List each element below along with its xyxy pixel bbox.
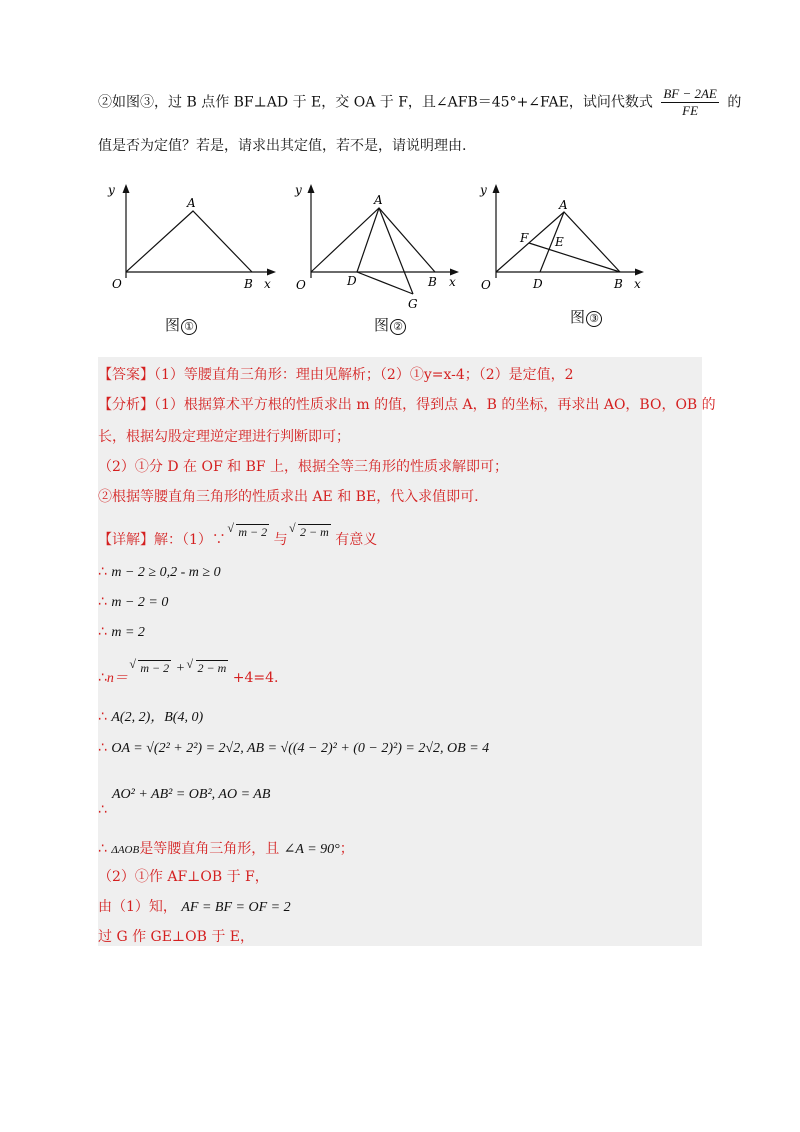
detail-line-11-pre: 由（1）知， [98, 899, 177, 915]
figure-1 [98, 178, 288, 298]
fig1-label-O: O [112, 277, 122, 291]
analysis-line-4: ②根据等腰直角三角形的性质求出 AE 和 BE，代入求值即可. [98, 489, 479, 505]
angle-a: ∠A = 90° [283, 842, 340, 857]
fig1-label-x: x [264, 277, 271, 291]
n-value: +4=4. [232, 670, 279, 686]
question-line-1 [98, 86, 741, 119]
sqrt-2-minus-m: √ 2 − m [298, 524, 331, 540]
detail-line-2 [98, 564, 221, 581]
fig1-label-B: B [244, 277, 253, 291]
fig2-caption-number: ② [390, 319, 406, 335]
figure-1-caption [165, 314, 197, 335]
detail-line-9 [98, 838, 354, 858]
fig3-label-A: A [559, 198, 568, 212]
fraction-denominator: FE [682, 103, 699, 118]
figure-2 [293, 178, 473, 313]
question-line-2: 值是否为定值？若是，请求出其定值，若不是，请说明理由. [98, 138, 467, 154]
detail-line-7 [98, 740, 489, 757]
detail-line-8b [98, 802, 107, 818]
fig1-caption-text: 图 [165, 316, 181, 334]
fig2-label-A: A [374, 193, 383, 207]
fig3-label-F: F [520, 231, 529, 245]
coordinates: A(2, 2)，B(4, 0) [111, 710, 204, 725]
answer-line: 【答案】（1）等腰直角三角形：理由见解析；（2）①y=x-4；（2）是定值，2 [98, 367, 574, 383]
pythagoras-equation: AO² + AB² = OB², AO = AB [112, 787, 271, 802]
equation-m-minus-2: m − 2 = 0 [111, 595, 169, 610]
therefore-symbol: ∴ [98, 709, 107, 725]
question-text-pre: ②如图③，过 B 点作 BF⊥AD 于 E，交 OA 于 F，且∠AFB＝45°+∠FAE，试问代数式 [98, 94, 653, 111]
fig3-label-D: D [533, 277, 543, 291]
detail-line-1-mid: 与 [273, 532, 288, 548]
detail-line-11 [98, 896, 291, 916]
detail-line-3 [98, 594, 168, 611]
fraction-numerator: BF − 2AE [663, 86, 717, 101]
fig1-caption-number: ① [181, 319, 197, 335]
analysis-line-2: 长，根据勾股定理逆定理进行判断即可； [98, 429, 350, 445]
equation-m: m = 2 [111, 625, 145, 640]
therefore-symbol: ∴ [98, 670, 107, 686]
fig3-caption-number: ③ [586, 311, 602, 327]
therefore-symbol: ∴ [98, 740, 107, 756]
fig3-label-B: B [614, 277, 623, 291]
lengths-equation: OA = √(2² + 2²) = 2√2, AB = √((4 − 2)² + (0 − 2)²) = 2√2, OB = 4 [111, 741, 490, 756]
sqrt-2-minus-m: √ 2 − m [196, 660, 229, 676]
detail-line-9-mid: 是等腰直角三角形，且 [139, 841, 280, 857]
detail-line-1-post: 有意义 [335, 532, 378, 548]
analysis-line-1: 【分析】（1）根据算术平方根的性质求出 m 的值，得到点 A，B 的坐标，再求出 AO，BO，OB 的 [98, 397, 716, 413]
detail-line-1 [98, 524, 377, 549]
sqrt-m-minus-2: √ m − 2 [138, 660, 171, 676]
detail-line-10: （2）①作 AF⊥OB 于 F， [98, 869, 269, 885]
figure-2-caption [374, 314, 406, 335]
af-bf-of: AF = BF = OF = 2 [181, 900, 291, 915]
detail-line-9-end: ； [339, 841, 354, 857]
figure-3 [478, 178, 658, 303]
triangle-aob: ΔAOB [111, 844, 140, 856]
therefore-symbol: ∴ [98, 802, 107, 818]
question-text-post: 的 [727, 94, 742, 111]
detail-line-5 [98, 660, 278, 687]
fig2-label-O: O [296, 278, 306, 292]
therefore-symbol: ∴ [98, 624, 107, 640]
therefore-symbol: ∴ [98, 564, 107, 580]
therefore-symbol: ∴ [98, 841, 107, 857]
n-equals: n＝ [106, 671, 128, 686]
therefore-symbol: ∴ [98, 594, 107, 610]
fig1-label-A: A [187, 196, 196, 210]
detail-line-12: 过 G 作 GE⊥OB 于 E， [98, 929, 254, 945]
fig3-label-O: O [481, 278, 491, 292]
fig3-label-x: x [634, 277, 641, 291]
sqrt-m-minus-2: √ m − 2 [236, 524, 269, 540]
fraction [661, 86, 719, 119]
fig2-caption-text: 图 [374, 316, 390, 334]
fig2-label-D: D [347, 274, 357, 288]
fig1-label-y: y [108, 183, 115, 197]
fig3-label-E: E [555, 235, 564, 249]
fig2-label-x: x [449, 275, 456, 289]
analysis-line-3: （2）①分 D 在 OF 和 BF 上，根据全等三角形的性质求解即可； [98, 459, 509, 475]
plus-sign: + [175, 661, 186, 676]
figure-3-caption [570, 306, 602, 327]
fig3-caption-text: 图 [570, 308, 586, 326]
detail-line-4 [98, 624, 145, 641]
fig2-label-B: B [428, 275, 437, 289]
fig2-label-y: y [295, 183, 302, 197]
fig3-label-y: y [480, 183, 487, 197]
detail-line-6 [98, 706, 203, 726]
fig2-label-G: G [408, 297, 418, 311]
detail-line-1-pre: 【详解】解：（1）∵ [98, 532, 226, 548]
inequality: m − 2 ≥ 0,2 - m ≥ 0 [111, 565, 221, 580]
detail-line-8 [98, 786, 270, 803]
